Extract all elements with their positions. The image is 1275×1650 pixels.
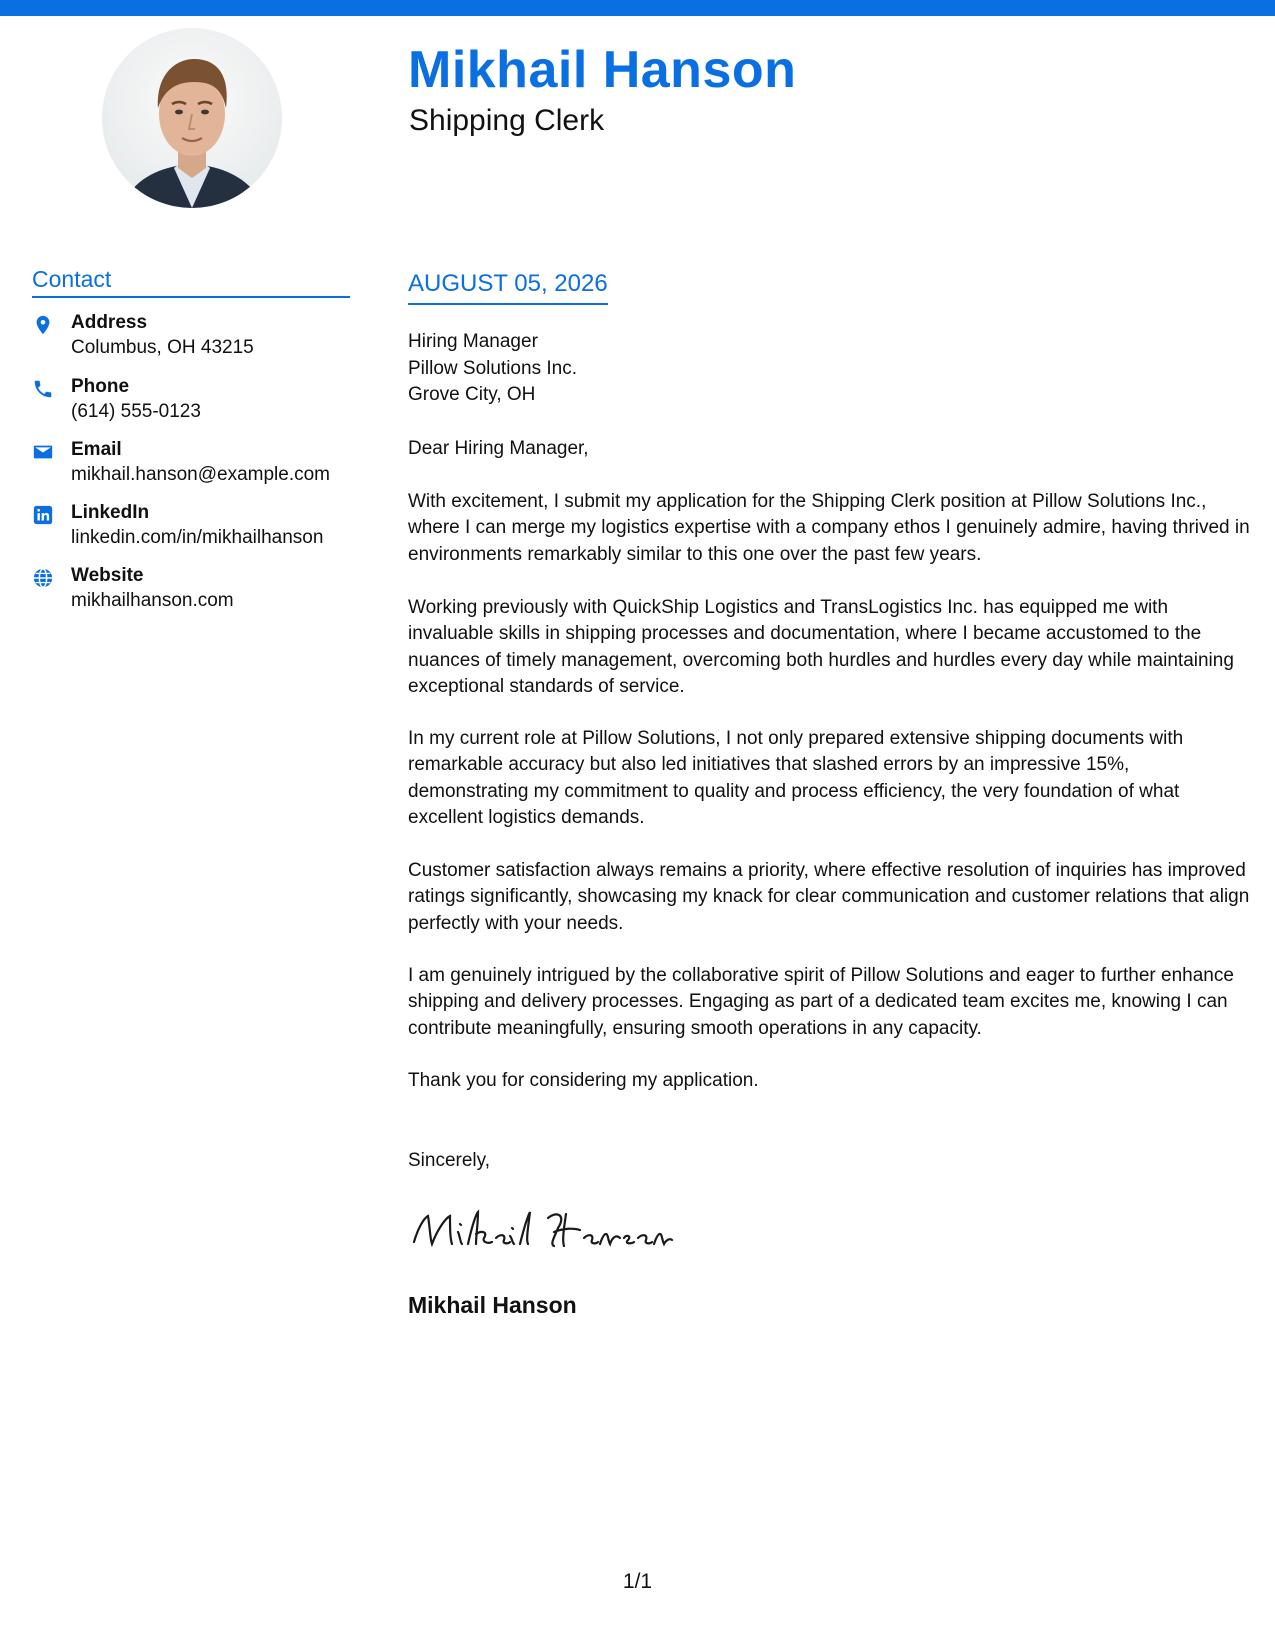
contact-value: Columbus, OH 43215 xyxy=(71,337,254,358)
body-paragraph: With excitement, I submit my application for the Shipping Clerk position at Pillow Solutions Inc., where I can merge my logistics expertise with a company ethos I genuinely admire, having thrived in environments remarkably similar to this one over the past few years. xyxy=(408,491,1250,565)
contact-label: LinkedIn xyxy=(71,502,150,523)
job-title: Shipping Clerk xyxy=(409,104,605,137)
contact-value: (614) 555-0123 xyxy=(71,401,201,422)
recipient-line: Hiring Manager xyxy=(408,331,538,352)
contact-value[interactable]: mikhail.hanson@example.com xyxy=(71,464,331,485)
signed-name: Mikhail Hanson xyxy=(408,1292,577,1318)
globe-icon xyxy=(32,567,54,589)
linkedin-icon xyxy=(32,504,54,526)
contact-item-address xyxy=(32,312,362,364)
contact-label: Phone xyxy=(71,376,130,397)
contact-label: Website xyxy=(71,565,144,586)
page-number: 1/1 xyxy=(622,1570,653,1593)
contact-item-email xyxy=(32,439,362,491)
recipient-line: Grove City, OH xyxy=(408,384,536,405)
closing-thanks: Thank you for considering my application. xyxy=(408,1070,759,1091)
contact-label: Email xyxy=(71,439,122,460)
contact-item-linkedin xyxy=(32,502,362,554)
sign-off: Sincerely, xyxy=(408,1150,491,1171)
contact-value[interactable]: mikhailhanson.com xyxy=(71,590,234,611)
contact-label: Address xyxy=(71,312,148,333)
handwritten-signature xyxy=(408,1198,678,1258)
body-paragraph: I am genuinely intrigued by the collaborative spirit of Pillow Solutions and eager to further enhance shipping and delivery processes. Engaging as part of a dedicated team excites me, knowing I can contribute meaningfully, ensuring smooth operations in any capacity. xyxy=(408,965,1234,1039)
contact-value[interactable]: linkedin.com/in/mikhailhanson xyxy=(71,527,324,548)
recipient-line: Pillow Solutions Inc. xyxy=(408,357,577,379)
body-paragraph: In my current role at Pillow Solutions, I not only prepared extensive shipping documents with remarkable accuracy but also led initiatives that slashed errors by an impressive 15%, demonstrating my commitment to quality and process efficiency, the very foundation of what excellent logistics demands. xyxy=(408,728,1184,828)
email-icon xyxy=(32,441,54,463)
salutation: Dear Hiring Manager, xyxy=(408,438,589,459)
recipient-block xyxy=(408,329,577,409)
profile-photo xyxy=(102,28,282,208)
contact-item-phone xyxy=(32,376,362,428)
body-paragraph: Customer satisfaction always remains a priority, where effective resolution of inquiries has improved ratings significantly, showcasing my knack for clear communication and customer relations that align perfectly with your needs. xyxy=(408,860,1250,934)
applicant-name: Mikhail Hanson xyxy=(408,41,797,99)
letter-date: AUGUST 05, 2026 xyxy=(408,270,608,305)
phone-icon xyxy=(32,378,54,400)
map-pin-icon xyxy=(32,314,54,336)
contact-heading: Contact xyxy=(32,266,350,298)
body-paragraph: Working previously with QuickShip Logistics and TransLogistics Inc. has equipped me with invaluable skills in shipping processes and documentation, where I became accustomed to the nuances of timely management, overcoming both hurdles and hurdles every day while maintaining exceptional standards of service. xyxy=(408,597,1234,697)
contact-item-website xyxy=(32,565,362,617)
top-accent-bar xyxy=(0,0,1275,16)
